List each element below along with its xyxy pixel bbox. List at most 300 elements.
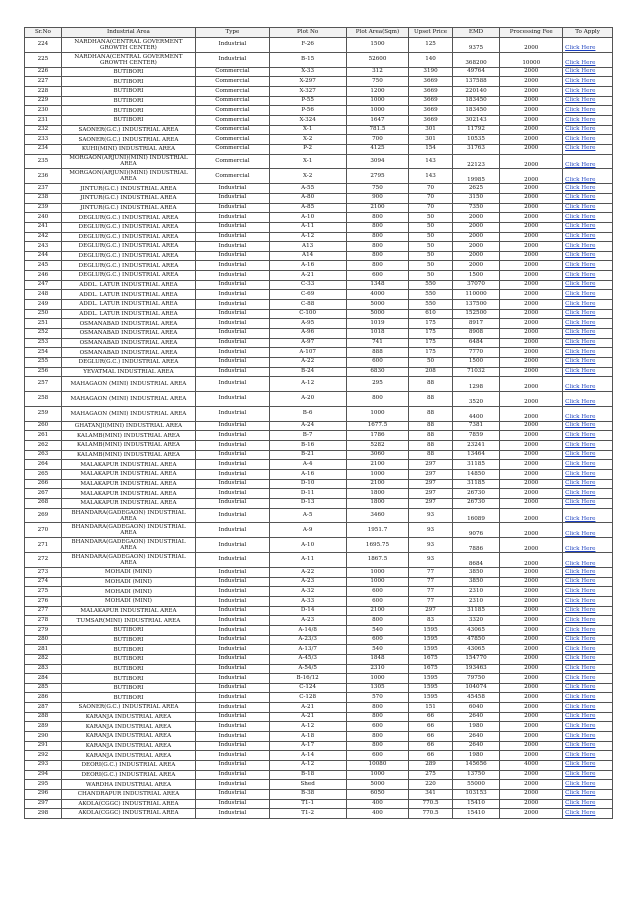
click-here-link[interactable]: Click Here bbox=[565, 499, 596, 506]
table-row bbox=[25, 760, 613, 770]
cell-sr-no: 253 bbox=[25, 338, 62, 348]
cell-sr-no: 265 bbox=[25, 470, 62, 480]
click-here-link[interactable]: Click Here bbox=[565, 271, 596, 278]
cell-plot-area: 1800 bbox=[346, 489, 409, 499]
cell-emd: 2625 bbox=[452, 184, 500, 194]
cell-industrial-area: DEGLUR(G.C.) INDUSTRIAL AREA bbox=[61, 213, 195, 223]
click-here-link[interactable]: Click Here bbox=[565, 194, 596, 201]
cell-upset-price: 297 bbox=[409, 470, 452, 480]
table-row bbox=[25, 799, 613, 809]
cell-to-apply bbox=[563, 732, 613, 742]
table-row bbox=[25, 568, 613, 578]
cell-emd: 26730 bbox=[452, 498, 500, 508]
click-here-link[interactable]: Click Here bbox=[565, 135, 596, 142]
cell-sr-no: 280 bbox=[25, 635, 62, 645]
cell-industrial-area: MAHAGAON (MINI) INDUSTRIAL AREA bbox=[61, 392, 195, 407]
click-here-link[interactable]: Click Here bbox=[565, 384, 596, 391]
click-here-link[interactable]: Click Here bbox=[565, 223, 596, 230]
cell-plot-no: A-107 bbox=[269, 348, 346, 358]
cell-industrial-area: KARANJA INDUSTRIAL AREA bbox=[61, 751, 195, 761]
cell-sr-no: 286 bbox=[25, 693, 62, 703]
cell-plot-no: A-24 bbox=[269, 421, 346, 431]
cell-processing-fee: 2000 bbox=[500, 732, 563, 742]
cell-plot-area: 1500 bbox=[346, 38, 409, 53]
cell-upset-price: 297 bbox=[409, 606, 452, 616]
cell-plot-no: A-97 bbox=[269, 338, 346, 348]
cell-processing-fee: 2000 bbox=[500, 169, 563, 184]
click-here-link[interactable]: Click Here bbox=[565, 145, 596, 152]
click-here-link[interactable]: Click Here bbox=[565, 213, 596, 220]
cell-to-apply bbox=[563, 392, 613, 407]
click-here-link[interactable]: Click Here bbox=[565, 515, 596, 522]
cell-plot-no: A-23/3 bbox=[269, 635, 346, 645]
cell-plot-area: 1800 bbox=[346, 498, 409, 508]
table-row bbox=[25, 606, 613, 616]
cell-upset-price: 50 bbox=[409, 232, 452, 242]
cell-upset-price: 297 bbox=[409, 479, 452, 489]
cell-upset-price: 93 bbox=[409, 508, 452, 523]
table-row bbox=[25, 523, 613, 538]
cell-plot-area: 1000 bbox=[346, 770, 409, 780]
cell-to-apply bbox=[563, 319, 613, 329]
cell-to-apply bbox=[563, 169, 613, 184]
click-here-link[interactable]: Click Here bbox=[565, 674, 596, 681]
click-here-link[interactable]: Click Here bbox=[565, 587, 596, 594]
cell-sr-no: 298 bbox=[25, 809, 62, 819]
cell-type: Commercial bbox=[196, 154, 270, 169]
click-here-link[interactable]: Click Here bbox=[565, 97, 596, 104]
cell-plot-area: 2310 bbox=[346, 664, 409, 674]
cell-upset-price: 301 bbox=[409, 125, 452, 135]
click-here-link[interactable]: Click Here bbox=[565, 422, 596, 429]
table-row bbox=[25, 271, 613, 281]
table-row bbox=[25, 431, 613, 441]
cell-to-apply bbox=[563, 789, 613, 799]
cell-plot-no: C-124 bbox=[269, 683, 346, 693]
table-row bbox=[25, 242, 613, 252]
table-row bbox=[25, 625, 613, 635]
table-row bbox=[25, 261, 613, 271]
cell-sr-no: 251 bbox=[25, 319, 62, 329]
cell-plot-area: 400 bbox=[346, 809, 409, 819]
cell-emd: 2000 bbox=[452, 242, 500, 252]
click-here-link[interactable]: Click Here bbox=[565, 329, 596, 336]
click-here-link[interactable]: Click Here bbox=[565, 780, 596, 787]
cell-upset-price: 88 bbox=[409, 421, 452, 431]
table-row bbox=[25, 377, 613, 392]
cell-plot-area: 800 bbox=[346, 703, 409, 713]
cell-industrial-area: BUTIBORI bbox=[61, 645, 195, 655]
cell-industrial-area: KARANJA INDUSTRIAL AREA bbox=[61, 732, 195, 742]
cell-upset-price: 301 bbox=[409, 135, 452, 145]
click-here-link[interactable]: Click Here bbox=[565, 771, 596, 778]
cell-emd: 19985 bbox=[452, 169, 500, 184]
cell-emd: 31185 bbox=[452, 606, 500, 616]
click-here-link[interactable]: Click Here bbox=[565, 751, 596, 758]
table-row bbox=[25, 489, 613, 499]
cell-upset-price: 1675 bbox=[409, 654, 452, 664]
cell-industrial-area: DEGLUR(G.C.) INDUSTRIAL AREA bbox=[61, 261, 195, 271]
cell-upset-price: 154 bbox=[409, 144, 452, 154]
cell-plot-area: 1647 bbox=[346, 115, 409, 125]
cell-processing-fee: 2000 bbox=[500, 683, 563, 693]
cell-sr-no: 272 bbox=[25, 553, 62, 568]
table-row bbox=[25, 683, 613, 693]
cell-type: Industrial bbox=[196, 654, 270, 664]
cell-plot-no: X-33 bbox=[269, 67, 346, 77]
cell-industrial-area: BUTIBORI bbox=[61, 96, 195, 106]
cell-emd: 8917 bbox=[452, 319, 500, 329]
click-here-link[interactable]: Click Here bbox=[565, 665, 596, 672]
click-here-link[interactable]: Click Here bbox=[565, 684, 596, 691]
table-row bbox=[25, 193, 613, 203]
cell-industrial-area: MALAKAPUR INDUSTRIAL AREA bbox=[61, 460, 195, 470]
click-here-link[interactable]: Click Here bbox=[565, 636, 596, 643]
click-here-link[interactable]: Click Here bbox=[565, 545, 596, 552]
cell-type: Industrial bbox=[196, 479, 270, 489]
cell-processing-fee: 2000 bbox=[500, 309, 563, 319]
cell-plot-area: 1000 bbox=[346, 96, 409, 106]
cell-plot-area: 800 bbox=[346, 242, 409, 252]
cell-to-apply bbox=[563, 67, 613, 77]
cell-upset-price: 125 bbox=[409, 38, 452, 53]
click-here-link[interactable]: Click Here bbox=[565, 607, 596, 614]
cell-to-apply bbox=[563, 106, 613, 116]
cell-emd: 15410 bbox=[452, 809, 500, 819]
click-here-link[interactable]: Click Here bbox=[565, 368, 596, 375]
table-row bbox=[25, 232, 613, 242]
click-here-link[interactable]: Click Here bbox=[565, 290, 596, 297]
cell-emd: 14850 bbox=[452, 470, 500, 480]
cell-plot-area: 800 bbox=[346, 732, 409, 742]
cell-emd: 31185 bbox=[452, 479, 500, 489]
cell-type: Commercial bbox=[196, 106, 270, 116]
cell-emd: 16089 bbox=[452, 508, 500, 523]
cell-to-apply bbox=[563, 87, 613, 97]
cell-plot-no: A13 bbox=[269, 242, 346, 252]
cell-plot-no: A14 bbox=[269, 251, 346, 261]
cell-emd: 103153 bbox=[452, 789, 500, 799]
cell-to-apply bbox=[563, 213, 613, 223]
click-here-link[interactable]: Click Here bbox=[565, 77, 596, 84]
cell-plot-area: 540 bbox=[346, 625, 409, 635]
cell-plot-area: 6050 bbox=[346, 789, 409, 799]
cell-emd: 15410 bbox=[452, 799, 500, 809]
cell-industrial-area: KARANJA INDUSTRIAL AREA bbox=[61, 741, 195, 751]
click-here-link[interactable]: Click Here bbox=[565, 626, 596, 633]
cell-processing-fee: 2000 bbox=[500, 553, 563, 568]
click-here-link[interactable]: Click Here bbox=[565, 530, 596, 537]
table-row bbox=[25, 96, 613, 106]
click-here-link[interactable]: Click Here bbox=[565, 45, 596, 52]
cell-type: Commercial bbox=[196, 125, 270, 135]
table-row bbox=[25, 392, 613, 407]
click-here-link[interactable]: Click Here bbox=[565, 233, 596, 240]
cell-industrial-area: CHANDRAPUR INDUSTRIAL AREA bbox=[61, 789, 195, 799]
cell-plot-no: A-22 bbox=[269, 357, 346, 367]
click-here-link[interactable]: Click Here bbox=[565, 87, 596, 94]
cell-upset-price: 50 bbox=[409, 261, 452, 271]
cell-upset-price: 66 bbox=[409, 722, 452, 732]
cell-upset-price: 88 bbox=[409, 450, 452, 460]
cell-plot-no: A-11 bbox=[269, 553, 346, 568]
click-here-link[interactable]: Click Here bbox=[565, 300, 596, 307]
click-here-link[interactable]: Click Here bbox=[565, 732, 596, 739]
cell-processing-fee: 2000 bbox=[500, 722, 563, 732]
click-here-link[interactable]: Click Here bbox=[565, 399, 596, 406]
cell-to-apply bbox=[563, 712, 613, 722]
cell-emd: 110000 bbox=[452, 290, 500, 300]
cell-processing-fee: 2000 bbox=[500, 489, 563, 499]
click-here-link[interactable]: Click Here bbox=[565, 281, 596, 288]
cell-plot-no: X-2 bbox=[269, 135, 346, 145]
cell-to-apply bbox=[563, 664, 613, 674]
click-here-link[interactable]: Click Here bbox=[565, 470, 596, 477]
click-here-link[interactable]: Click Here bbox=[565, 809, 596, 816]
cell-industrial-area: BHANDARA(GADEGAON) INDUSTRIAL AREA bbox=[61, 538, 195, 553]
cell-plot-no: A-17 bbox=[269, 741, 346, 751]
cell-type: Industrial bbox=[196, 616, 270, 626]
cell-industrial-area: MALAKAPUR INDUSTRIAL AREA bbox=[61, 470, 195, 480]
click-here-link[interactable]: Click Here bbox=[565, 176, 596, 183]
table-row bbox=[25, 67, 613, 77]
cell-processing-fee: 2000 bbox=[500, 712, 563, 722]
click-here-link[interactable]: Click Here bbox=[565, 60, 596, 67]
cell-type: Industrial bbox=[196, 780, 270, 790]
cell-plot-no: A-10 bbox=[269, 538, 346, 553]
table-row bbox=[25, 52, 613, 67]
click-here-link[interactable]: Click Here bbox=[565, 655, 596, 662]
cell-plot-no: A-32 bbox=[269, 587, 346, 597]
click-here-link[interactable]: Click Here bbox=[565, 703, 596, 710]
click-here-link[interactable]: Click Here bbox=[565, 204, 596, 211]
cell-processing-fee: 2000 bbox=[500, 115, 563, 125]
click-here-link[interactable]: Click Here bbox=[565, 489, 596, 496]
cell-industrial-area: SAONER(G.C.) INDUSTRIAL AREA bbox=[61, 703, 195, 713]
cell-sr-no: 257 bbox=[25, 377, 62, 392]
cell-processing-fee: 2000 bbox=[500, 664, 563, 674]
click-here-link[interactable]: Click Here bbox=[565, 431, 596, 438]
cell-sr-no: 270 bbox=[25, 523, 62, 538]
cell-industrial-area: JINTUR(G.C.) INDUSTRIAL AREA bbox=[61, 184, 195, 194]
cell-emd: 3520 bbox=[452, 392, 500, 407]
cell-processing-fee: 2000 bbox=[500, 328, 563, 338]
click-here-link[interactable]: Click Here bbox=[565, 358, 596, 365]
cell-plot-no: P-55 bbox=[269, 96, 346, 106]
cell-to-apply bbox=[563, 479, 613, 489]
cell-emd: 7350 bbox=[452, 203, 500, 213]
click-here-link[interactable]: Click Here bbox=[565, 252, 596, 259]
cell-upset-price: 770.5 bbox=[409, 799, 452, 809]
cell-type: Industrial bbox=[196, 300, 270, 310]
cell-to-apply bbox=[563, 421, 613, 431]
cell-type: Commercial bbox=[196, 96, 270, 106]
cell-plot-no: D-11 bbox=[269, 489, 346, 499]
cell-to-apply bbox=[563, 441, 613, 451]
cell-sr-no: 260 bbox=[25, 421, 62, 431]
cell-sr-no: 233 bbox=[25, 135, 62, 145]
cell-type: Industrial bbox=[196, 732, 270, 742]
cell-upset-price: 77 bbox=[409, 577, 452, 587]
click-here-link[interactable]: Click Here bbox=[565, 184, 596, 191]
cell-plot-no: A-16 bbox=[269, 261, 346, 271]
cell-upset-price: 770.5 bbox=[409, 809, 452, 819]
cell-type: Industrial bbox=[196, 193, 270, 203]
cell-processing-fee: 2000 bbox=[500, 271, 563, 281]
cell-to-apply bbox=[563, 406, 613, 421]
table-row bbox=[25, 222, 613, 232]
click-here-link[interactable]: Click Here bbox=[565, 761, 596, 768]
cell-processing-fee: 2000 bbox=[500, 674, 563, 684]
cell-plot-no: B-16/12 bbox=[269, 674, 346, 684]
cell-industrial-area: MAHAGAON (MINI) INDUSTRIAL AREA bbox=[61, 377, 195, 392]
click-here-link[interactable]: Click Here bbox=[565, 790, 596, 797]
cell-upset-price: 1595 bbox=[409, 635, 452, 645]
cell-plot-area: 800 bbox=[346, 232, 409, 242]
click-here-link[interactable]: Click Here bbox=[565, 560, 596, 567]
cell-plot-no: X-324 bbox=[269, 115, 346, 125]
cell-processing-fee: 2000 bbox=[500, 154, 563, 169]
cell-processing-fee: 2000 bbox=[500, 300, 563, 310]
cell-sr-no: 228 bbox=[25, 87, 62, 97]
cell-processing-fee: 2000 bbox=[500, 280, 563, 290]
cell-type: Industrial bbox=[196, 431, 270, 441]
click-here-link[interactable]: Click Here bbox=[565, 713, 596, 720]
cell-to-apply bbox=[563, 115, 613, 125]
cell-emd: 22123 bbox=[452, 154, 500, 169]
cell-processing-fee: 2000 bbox=[500, 703, 563, 713]
click-here-link[interactable]: Click Here bbox=[565, 568, 596, 575]
cell-upset-price: 66 bbox=[409, 751, 452, 761]
cell-sr-no: 238 bbox=[25, 193, 62, 203]
cell-upset-price: 550 bbox=[409, 300, 452, 310]
cell-type: Industrial bbox=[196, 271, 270, 281]
cell-plot-no: A-21 bbox=[269, 271, 346, 281]
cell-type: Industrial bbox=[196, 392, 270, 407]
click-here-link[interactable]: Click Here bbox=[565, 578, 596, 585]
click-here-link[interactable]: Click Here bbox=[565, 742, 596, 749]
cell-processing-fee: 2000 bbox=[500, 232, 563, 242]
cell-sr-no: 247 bbox=[25, 280, 62, 290]
cell-sr-no: 229 bbox=[25, 96, 62, 106]
cell-processing-fee: 2000 bbox=[500, 470, 563, 480]
click-here-link[interactable]: Click Here bbox=[565, 800, 596, 807]
table-row bbox=[25, 693, 613, 703]
cell-to-apply bbox=[563, 460, 613, 470]
click-here-link[interactable]: Click Here bbox=[565, 242, 596, 249]
cell-plot-area: 800 bbox=[346, 251, 409, 261]
click-here-link[interactable]: Click Here bbox=[565, 319, 596, 326]
cell-emd: 3850 bbox=[452, 577, 500, 587]
cell-industrial-area: DEGLUR(G.C.) INDUSTRIAL AREA bbox=[61, 271, 195, 281]
cell-type: Industrial bbox=[196, 357, 270, 367]
table-row bbox=[25, 577, 613, 587]
click-here-link[interactable]: Click Here bbox=[565, 348, 596, 355]
click-here-link[interactable]: Click Here bbox=[565, 261, 596, 268]
cell-type: Industrial bbox=[196, 712, 270, 722]
click-here-link[interactable]: Click Here bbox=[565, 480, 596, 487]
cell-industrial-area: BUTIBORI bbox=[61, 693, 195, 703]
cell-emd: 13464 bbox=[452, 450, 500, 460]
cell-processing-fee: 2000 bbox=[500, 392, 563, 407]
click-here-link[interactable]: Click Here bbox=[565, 106, 596, 113]
click-here-link[interactable]: Click Here bbox=[565, 161, 596, 168]
click-here-link[interactable]: Click Here bbox=[565, 414, 596, 421]
cell-industrial-area: JINTUR(G.C.) INDUSTRIAL AREA bbox=[61, 193, 195, 203]
table-row bbox=[25, 770, 613, 780]
cell-processing-fee: 2000 bbox=[500, 799, 563, 809]
cell-to-apply bbox=[563, 348, 613, 358]
cell-type: Industrial bbox=[196, 460, 270, 470]
cell-sr-no: 261 bbox=[25, 431, 62, 441]
cell-type: Industrial bbox=[196, 242, 270, 252]
cell-emd: 2000 bbox=[452, 213, 500, 223]
click-here-link[interactable]: Click Here bbox=[565, 460, 596, 467]
table-row bbox=[25, 135, 613, 145]
cell-type: Industrial bbox=[196, 52, 270, 67]
cell-plot-no: Shed bbox=[269, 780, 346, 790]
cell-to-apply bbox=[563, 635, 613, 645]
cell-plot-area: 600 bbox=[346, 587, 409, 597]
cell-emd: 2640 bbox=[452, 712, 500, 722]
table-row bbox=[25, 38, 613, 53]
cell-industrial-area: KALAMB(MINI) INDUSTRIAL AREA bbox=[61, 450, 195, 460]
cell-industrial-area: MOHADI (MINI) bbox=[61, 597, 195, 607]
click-here-link[interactable]: Click Here bbox=[565, 722, 596, 729]
click-here-link[interactable]: Click Here bbox=[565, 339, 596, 346]
click-here-link[interactable]: Click Here bbox=[565, 451, 596, 458]
cell-plot-area: 1867.5 bbox=[346, 553, 409, 568]
cell-to-apply bbox=[563, 809, 613, 819]
cell-sr-no: 248 bbox=[25, 290, 62, 300]
click-here-link[interactable]: Click Here bbox=[565, 68, 596, 75]
click-here-link[interactable]: Click Here bbox=[565, 645, 596, 652]
cell-processing-fee: 2000 bbox=[500, 135, 563, 145]
click-here-link[interactable]: Click Here bbox=[565, 693, 596, 700]
click-here-link[interactable]: Click Here bbox=[565, 441, 596, 448]
cell-plot-no: A-12 bbox=[269, 722, 346, 732]
cell-processing-fee: 2000 bbox=[500, 290, 563, 300]
table-row bbox=[25, 421, 613, 431]
cell-type: Industrial bbox=[196, 470, 270, 480]
cell-plot-area: 800 bbox=[346, 712, 409, 722]
cell-upset-price: 50 bbox=[409, 251, 452, 261]
cell-emd: 368200 bbox=[452, 52, 500, 67]
click-here-link[interactable]: Click Here bbox=[565, 116, 596, 123]
cell-to-apply bbox=[563, 489, 613, 499]
table-row bbox=[25, 635, 613, 645]
cell-plot-area: 312 bbox=[346, 67, 409, 77]
cell-industrial-area: BUTIBORI bbox=[61, 67, 195, 77]
cell-upset-price: 208 bbox=[409, 367, 452, 377]
cell-type: Industrial bbox=[196, 760, 270, 770]
cell-type: Industrial bbox=[196, 203, 270, 213]
click-here-link[interactable]: Click Here bbox=[565, 616, 596, 623]
cell-to-apply bbox=[563, 616, 613, 626]
cell-industrial-area: KUHI(MINI) INDUSTRIAL AREA bbox=[61, 144, 195, 154]
table-row bbox=[25, 406, 613, 421]
cell-emd: 37070 bbox=[452, 280, 500, 290]
click-here-link[interactable]: Click Here bbox=[565, 126, 596, 133]
table-row bbox=[25, 732, 613, 742]
cell-to-apply bbox=[563, 144, 613, 154]
click-here-link[interactable]: Click Here bbox=[565, 310, 596, 317]
click-here-link[interactable]: Click Here bbox=[565, 597, 596, 604]
cell-emd: 10535 bbox=[452, 135, 500, 145]
cell-plot-area: 1200 bbox=[346, 87, 409, 97]
cell-to-apply bbox=[563, 523, 613, 538]
cell-emd: 13750 bbox=[452, 770, 500, 780]
